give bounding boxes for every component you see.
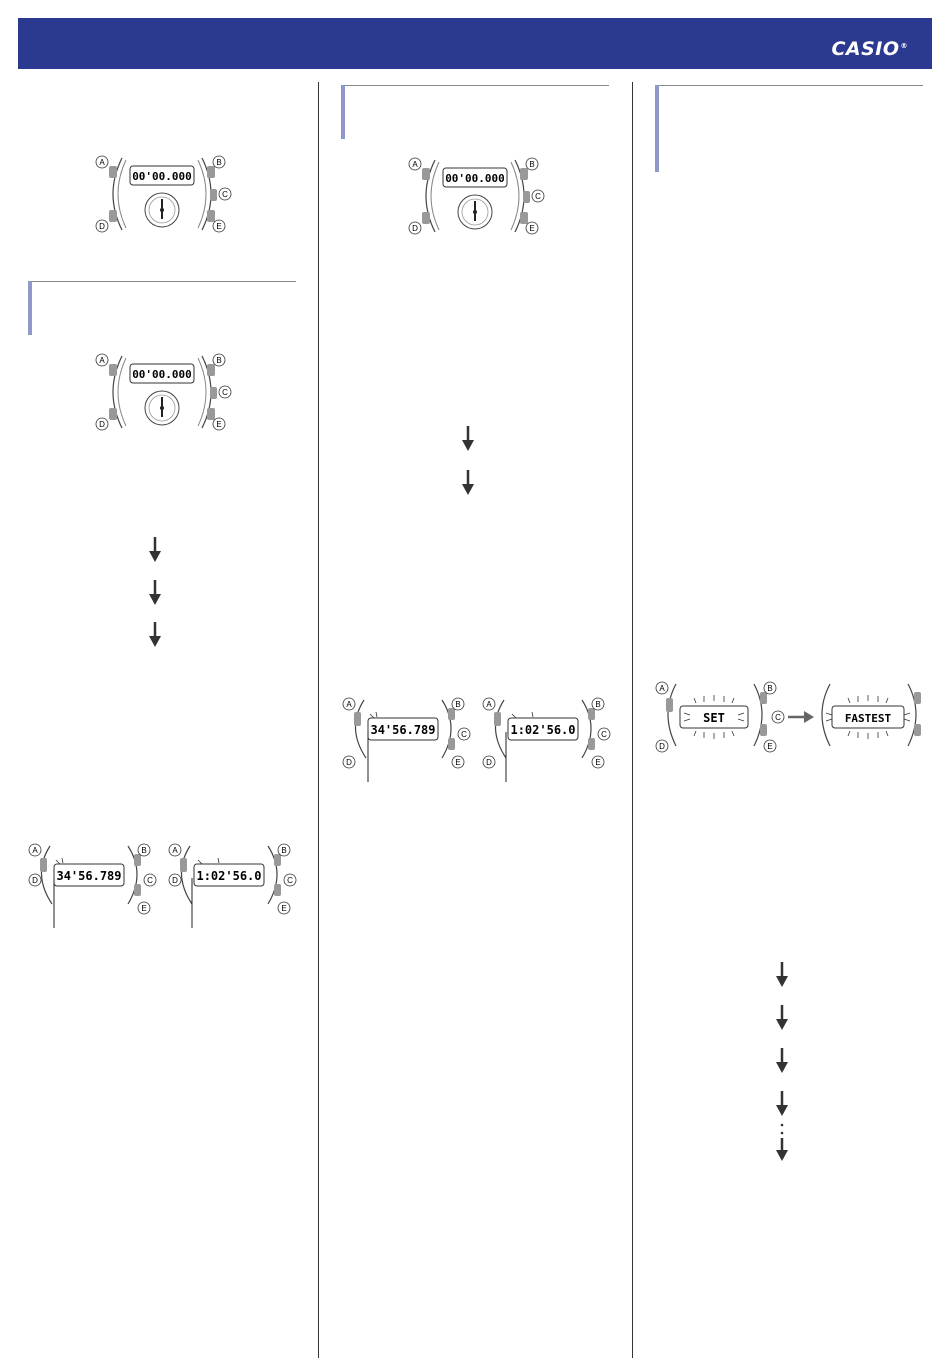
svg-text:A: A	[99, 158, 105, 167]
svg-text:B: B	[529, 160, 535, 169]
watch-face-stopwatch	[92, 350, 232, 434]
watch-display-time-pair	[26, 842, 298, 928]
svg-text:D: D	[486, 758, 492, 767]
svg-text:1:02'56.0: 1:02'56.0	[196, 869, 262, 883]
svg-text:B: B	[455, 700, 461, 709]
svg-text:D: D	[172, 876, 178, 885]
arrow-down-icon	[775, 1091, 789, 1117]
svg-text:E: E	[529, 224, 535, 233]
lcd-display: 00'00.000	[132, 170, 192, 183]
watch-display-time-pair	[340, 696, 612, 782]
svg-text:34'56.789: 34'56.789	[370, 723, 436, 737]
section-marker	[28, 281, 32, 335]
svg-text:C: C	[601, 730, 607, 739]
svg-text:34'56.789: 34'56.789	[56, 869, 122, 883]
svg-text:FASTEST: FASTEST	[844, 712, 892, 725]
arrow-down-icon	[148, 537, 162, 563]
watch-display-set	[656, 682, 784, 752]
svg-text:B: B	[281, 846, 287, 855]
svg-text:A: A	[346, 700, 352, 709]
section-rule	[655, 85, 923, 86]
arrow-down-icon	[461, 470, 475, 496]
svg-text:D: D	[659, 742, 665, 751]
svg-text:A: A	[659, 684, 665, 693]
watch-face-stopwatch	[92, 152, 232, 236]
arrow-right-icon	[788, 711, 814, 723]
column-divider	[632, 82, 633, 1358]
svg-text:D: D	[32, 876, 38, 885]
watch-display-time-2	[169, 844, 296, 928]
svg-text:A: A	[172, 846, 178, 855]
svg-text:D: D	[346, 758, 352, 767]
svg-text:B: B	[216, 158, 222, 167]
arrow-down-icon	[775, 1048, 789, 1074]
arrow-down-icon	[461, 426, 475, 452]
svg-text:C: C	[222, 190, 228, 199]
svg-text:1:02'56.0: 1:02'56.0	[510, 723, 576, 737]
section-rule	[28, 281, 296, 282]
section-rule	[341, 85, 609, 86]
column-divider	[318, 82, 319, 1358]
section-marker	[655, 85, 659, 172]
arrow-down-icon	[148, 622, 162, 648]
casio-logo: CASIO®	[831, 38, 908, 60]
header-bar	[18, 18, 932, 69]
vertical-ellipsis-icon	[775, 1122, 789, 1162]
watch-face-stopwatch	[405, 154, 545, 238]
svg-text:C: C	[461, 730, 467, 739]
watch-display-set-to-fastest	[654, 680, 924, 756]
svg-text:B: B	[595, 700, 601, 709]
watch-display-time-1	[29, 844, 156, 928]
arrow-down-icon	[148, 580, 162, 606]
svg-text:C: C	[147, 876, 153, 885]
svg-text:B: B	[767, 684, 773, 693]
svg-text:E: E	[216, 420, 222, 429]
svg-text:B: B	[141, 846, 147, 855]
svg-text:C: C	[535, 192, 541, 201]
svg-text:A: A	[32, 846, 38, 855]
svg-text:E: E	[455, 758, 461, 767]
arrow-down-icon	[775, 1005, 789, 1031]
svg-text:C: C	[287, 876, 293, 885]
svg-text:E: E	[141, 904, 147, 913]
watch-display-fastest	[822, 684, 921, 746]
svg-text:E: E	[595, 758, 601, 767]
svg-text:E: E	[281, 904, 287, 913]
svg-text:B: B	[216, 356, 222, 365]
svg-text:C: C	[775, 713, 781, 722]
svg-text:C: C	[222, 388, 228, 397]
arrow-down-icon	[775, 962, 789, 988]
svg-text:A: A	[412, 160, 418, 169]
svg-text:D: D	[99, 420, 105, 429]
svg-text:SET: SET	[703, 711, 725, 725]
svg-text:D: D	[412, 224, 418, 233]
svg-text:E: E	[767, 742, 773, 751]
section-marker	[341, 85, 345, 139]
lcd-display: 00'00.000	[445, 172, 505, 185]
watch-display-time-1	[343, 698, 470, 782]
svg-text:A: A	[99, 356, 105, 365]
svg-text:E: E	[216, 222, 222, 231]
svg-text:A: A	[486, 700, 492, 709]
svg-text:D: D	[99, 222, 105, 231]
lcd-display: 00'00.000	[132, 368, 192, 381]
watch-display-time-2	[483, 698, 610, 782]
